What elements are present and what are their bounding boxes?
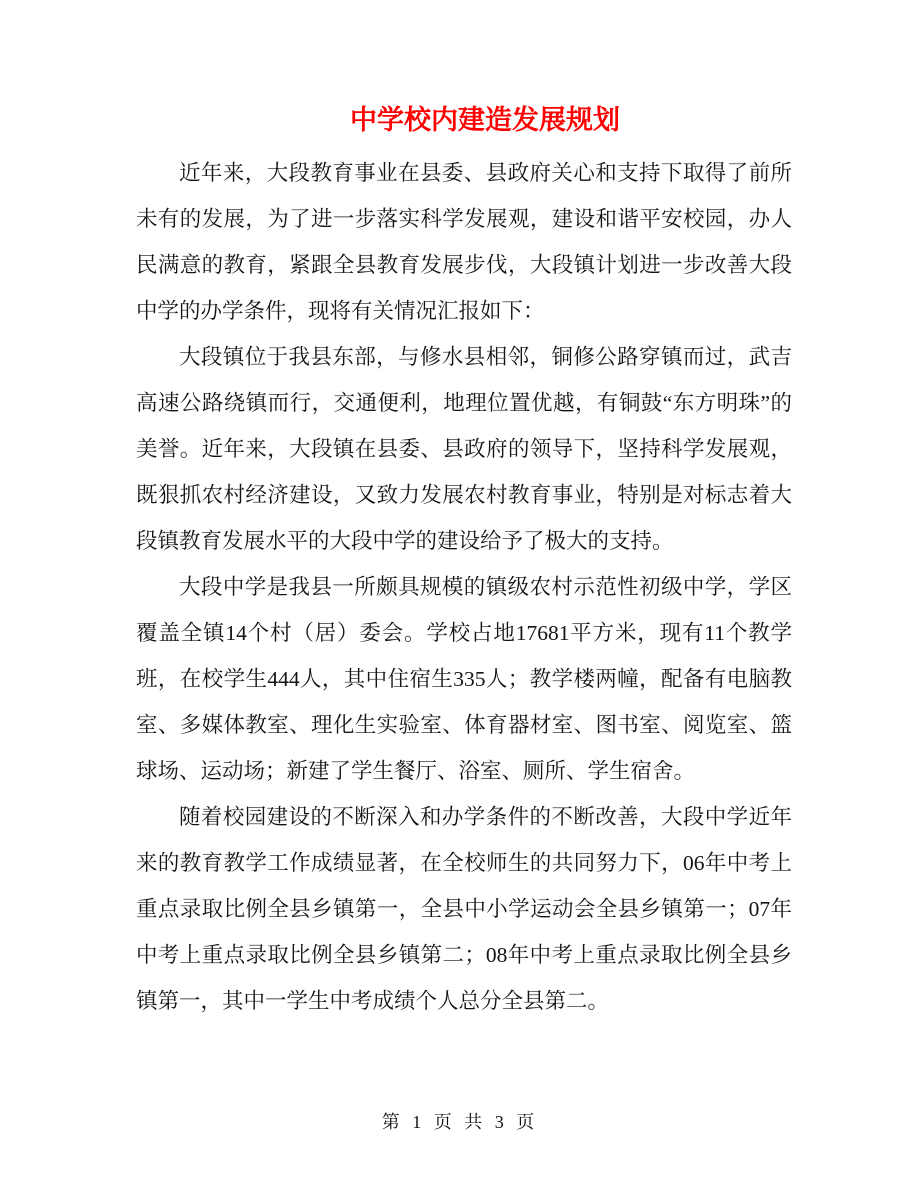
document-body (136, 150, 792, 1024)
paragraph-school-overview: 大段中学是我县一所颇具规模的镇级农村示范性初级中学，学区覆盖全镇14个村（居）委会。学校占地17681平方米，现有11个教学班，在校学生444人，其中住宿生335人；教学楼两幢，配备有电脑教室、多媒体教室、理化生实验室、体育器材室、图书室、阅览室、篮球场、运动场；新建了学生餐厅、浴室、厕所、学生宿舍。 (136, 575, 792, 783)
paragraph-achievements: 随着校园建设的不断深入和办学条件的不断改善，大段中学近年来的教育教学工作成绩显著，在全校师生的共同努力下，06年中考上重点录取比例全县乡镇第一，全县中小学运动会全县乡镇第一；07年中考上重点录取比例全县乡镇第二；08年中考上重点录取比例全县乡镇第一，其中一学生中考成绩个人总分全县第二。 (136, 805, 792, 1013)
paragraph-intro: 近年来，大段教育事业在县委、县政府关心和支持下取得了前所未有的发展，为了进一步落实科学发展观，建设和谐平安校园，办人民满意的教育，紧跟全县教育发展步伐，大段镇计划进一步改善大段中学的办学条件，现将有关情况汇报如下： (136, 161, 792, 323)
page-number-footer: 第 1 页 共 3 页 (381, 1112, 539, 1132)
paragraph-town-overview: 大段镇位于我县东部，与修水县相邻，铜修公路穿镇而过，武吉高速公路绕镇而行，交通便利，地理位置优越，有铜鼓“东方明珠”的美誉。近年来，大段镇在县委、县政府的领导下，坚持科学发展观，既狠抓农村经济建设，又致力发展农村教育事业，特别是对标志着大段镇教育发展水平的大段中学的建设给予了极大的支持。 (136, 345, 792, 553)
document-title: 中学校内建造发展规划 (350, 105, 620, 135)
